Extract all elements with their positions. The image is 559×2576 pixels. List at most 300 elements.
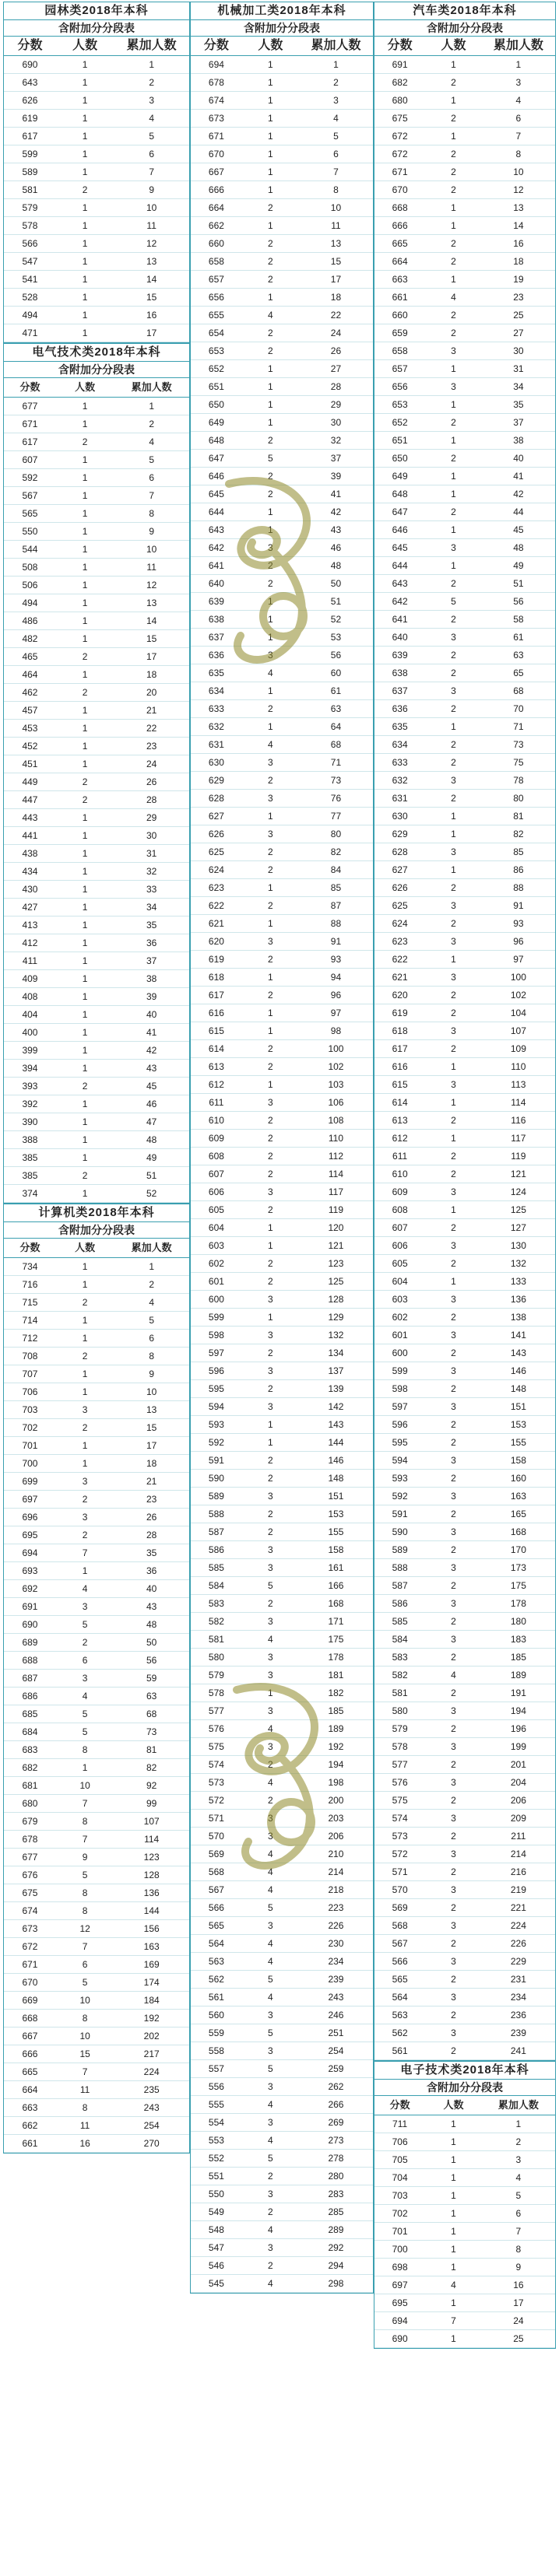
table-row <box>374 951 555 969</box>
table-cell: 2 <box>451 310 456 321</box>
table-cell: 3 <box>268 1365 273 1376</box>
table-cell: 9 <box>149 526 154 537</box>
table-cell: 127 <box>510 1222 526 1233</box>
table-cell: 594 <box>392 1455 408 1466</box>
table-row <box>4 1866 189 1884</box>
table-row <box>191 2203 373 2221</box>
table-cell: 4 <box>333 113 339 124</box>
table-row <box>374 1148 555 1165</box>
table-cell: 3 <box>451 542 456 553</box>
table-cell: 576 <box>392 1777 408 1788</box>
table-cell: 2 <box>268 238 273 249</box>
table-cell: 15 <box>330 256 342 267</box>
table-row <box>191 1774 373 1792</box>
table-cell: 554 <box>208 2117 224 2128</box>
table-cell: 6 <box>82 1959 88 1970</box>
table-cell: 646 <box>392 524 408 535</box>
table-row <box>191 92 373 110</box>
table-cell: 1 <box>268 381 273 392</box>
table-cell: 1 <box>268 113 273 124</box>
table-cell: 643 <box>392 578 408 589</box>
table-cell: 2 <box>82 1297 88 1308</box>
table-cell: 691 <box>392 59 408 70</box>
table-row <box>4 1884 189 1902</box>
table-cell: 623 <box>208 882 224 893</box>
table-cell: 5 <box>333 131 339 142</box>
table-cell: 2 <box>451 453 456 464</box>
table-cell: 1 <box>82 1762 88 1773</box>
table-cell: 385 <box>22 1170 38 1181</box>
table-cell: 132 <box>510 1258 526 1269</box>
table-row <box>4 1131 189 1149</box>
table-row <box>374 414 555 432</box>
table-cell: 2 <box>268 703 273 714</box>
table-cell: 43 <box>146 1063 157 1074</box>
table-cell: 563 <box>208 1956 224 1967</box>
table-row <box>4 541 189 559</box>
table-cell: 573 <box>392 1831 408 1842</box>
table-cell: 637 <box>392 685 408 696</box>
table-cell: 4 <box>268 2099 273 2110</box>
table-cell: 2 <box>268 471 273 482</box>
table-row <box>374 2205 555 2223</box>
table-cell: 565 <box>392 1974 408 1985</box>
table-cell: 2 <box>451 1759 456 1770</box>
column-right <box>374 2 556 2349</box>
table-cell: 2 <box>451 990 456 1001</box>
table-cell: 600 <box>208 1294 224 1305</box>
table-cell: 100 <box>510 972 526 983</box>
table-cell: 2 <box>333 77 339 88</box>
table-cell: 289 <box>328 2224 344 2235</box>
table-cell: 388 <box>22 1134 38 1145</box>
table-row <box>191 1917 373 1935</box>
table-row <box>191 2060 373 2078</box>
table-cell: 1 <box>82 1027 88 1038</box>
table-cell: 447 <box>22 794 38 805</box>
table-cell: 63 <box>330 703 342 714</box>
table-row <box>374 1040 555 1058</box>
table-cell: 139 <box>328 1383 344 1394</box>
table-cell: 2 <box>451 113 456 124</box>
table-cell: 4 <box>268 310 273 321</box>
table-cell: 104 <box>510 1008 526 1018</box>
table-cell: 582 <box>392 1670 408 1681</box>
table-cell: 4 <box>451 292 456 303</box>
table-cell: 285 <box>328 2206 344 2217</box>
table-cell: 16 <box>513 2280 524 2290</box>
column-header: 累加人数 <box>131 1242 172 1253</box>
table-row <box>4 1330 189 1348</box>
table-row <box>4 271 189 289</box>
table-cell: 280 <box>328 2171 344 2182</box>
table-row <box>4 145 189 163</box>
table-row <box>4 1383 189 1401</box>
table-cell: 3 <box>451 1598 456 1609</box>
table-row <box>191 1112 373 1130</box>
table-cell: 598 <box>208 1330 224 1341</box>
table-cell: 630 <box>208 757 224 768</box>
table-cell: 2 <box>451 1723 456 1734</box>
table-cell: 1 <box>268 220 273 231</box>
table-cell: 3 <box>268 757 273 768</box>
table-cell: 5 <box>451 596 456 607</box>
column-middle <box>190 2 374 2294</box>
table-cell: 641 <box>392 614 408 625</box>
table-cell: 1 <box>451 363 456 374</box>
table-cell: 178 <box>328 1652 344 1663</box>
table-cell: 96 <box>330 990 342 1001</box>
table-cell: 42 <box>330 506 342 517</box>
table-cell: 3 <box>451 900 456 911</box>
table-cell: 596 <box>208 1365 224 1376</box>
table-cell: 121 <box>328 1240 344 1251</box>
table-cell: 6 <box>149 472 154 483</box>
table-row <box>191 450 373 468</box>
score-tables-page <box>3 2 556 2574</box>
table-cell: 91 <box>513 900 524 911</box>
table-cell: 486 <box>22 615 38 626</box>
table-cell: 16 <box>146 310 157 321</box>
table-cell: 5 <box>149 131 154 142</box>
table-cell: 672 <box>392 131 408 142</box>
table-row <box>374 754 555 772</box>
table-row <box>374 1756 555 1774</box>
table-row <box>4 1276 189 1294</box>
table-row <box>4 2117 189 2135</box>
table-cell: 32 <box>146 866 157 877</box>
table-cell: 169 <box>143 1959 160 1970</box>
table-cell: 2 <box>268 1598 273 1609</box>
table-cell: 549 <box>208 2206 224 2217</box>
table-cell: 2 <box>451 1043 456 1054</box>
table-cell: 706 <box>392 2136 408 2147</box>
table-cell: 408 <box>22 991 38 1002</box>
table-cell: 117 <box>328 1186 344 1197</box>
table-cell: 3 <box>268 1741 273 1752</box>
table-cell: 8 <box>82 1887 88 1898</box>
table-cell: 2 <box>268 1061 273 1072</box>
table-cell: 2 <box>451 166 456 177</box>
table-cell: 541 <box>22 274 38 285</box>
table-cell: 619 <box>22 113 38 124</box>
table-row <box>374 843 555 861</box>
table-cell: 404 <box>22 1009 38 1020</box>
table-cell: 2 <box>451 918 456 929</box>
table-cell: 374 <box>22 1188 38 1199</box>
table-cell: 121 <box>510 1169 526 1179</box>
table-row <box>4 1580 189 1598</box>
table-header <box>4 37 189 56</box>
table-cell: 628 <box>392 846 408 857</box>
table-cell: 236 <box>510 2010 526 2020</box>
table-cell: 6 <box>149 149 154 159</box>
table-cell: 3 <box>451 1562 456 1573</box>
table-cell: 45 <box>146 1081 157 1092</box>
table-row <box>191 1577 373 1595</box>
table-row <box>374 468 555 485</box>
table-cell: 1 <box>451 2119 456 2129</box>
table-row <box>4 970 189 988</box>
table-cell: 4 <box>268 1956 273 1967</box>
table-row <box>191 825 373 843</box>
table-row <box>191 987 373 1004</box>
table-cell: 4 <box>515 95 522 106</box>
table-cell: 3 <box>451 1240 456 1251</box>
table-cell: 688 <box>22 1655 38 1666</box>
table-cell: 642 <box>392 596 408 607</box>
column-header: 分数 <box>203 39 229 52</box>
table-cell: 163 <box>143 1941 160 1952</box>
table-row <box>191 1971 373 1989</box>
table-cell: 645 <box>208 489 224 499</box>
table-cell: 14 <box>146 274 157 285</box>
table-row <box>191 1076 373 1094</box>
table-row <box>374 1505 555 1523</box>
table-cell: 151 <box>328 1491 344 1502</box>
table-cell: 4 <box>149 113 154 124</box>
table-cell: 3 <box>268 1616 273 1627</box>
table-cell: 98 <box>330 1025 342 1036</box>
table-row <box>191 414 373 432</box>
table-cell: 155 <box>510 1437 526 1448</box>
table-cell: 560 <box>208 2010 224 2020</box>
table-cell: 601 <box>208 1276 224 1287</box>
table-cell: 2 <box>451 328 456 338</box>
table-cell: 174 <box>143 1977 160 1988</box>
table-cell: 626 <box>208 829 224 839</box>
table-row <box>374 199 555 217</box>
table-row <box>374 933 555 951</box>
table-cell: 2 <box>268 900 273 911</box>
table-cell: 94 <box>330 972 342 983</box>
table-row <box>4 1902 189 1920</box>
table-cell: 605 <box>392 1258 408 1269</box>
table-cell: 3 <box>515 77 522 88</box>
table-row <box>4 881 189 899</box>
table-cell: 1 <box>451 2226 456 2237</box>
table-cell: 148 <box>510 1383 526 1394</box>
table-cell: 2 <box>268 328 273 338</box>
table-cell: 110 <box>511 1061 526 1072</box>
table-cell: 590 <box>392 1526 408 1537</box>
table-subtitle: 含附加分分段表 <box>374 2080 555 2096</box>
table-cell: 1 <box>451 2208 456 2219</box>
table-cell: 3 <box>451 1884 456 1895</box>
table-cell: 2 <box>451 1544 456 1555</box>
table-cell: 570 <box>392 1884 408 1895</box>
table-cell: 561 <box>208 1992 224 2003</box>
table-cell: 2 <box>82 776 88 787</box>
table-cell: 1 <box>268 149 273 159</box>
table-row <box>374 772 555 790</box>
table-cell: 1 <box>451 435 456 446</box>
table-cell: 2 <box>451 1169 456 1179</box>
table-row <box>191 2150 373 2168</box>
table-cell: 107 <box>510 1025 526 1036</box>
table-cell: 2 <box>451 650 456 661</box>
table-cell: 26 <box>146 776 157 787</box>
table-cell: 143 <box>510 1348 526 1358</box>
table-row <box>4 666 189 684</box>
table-row <box>374 2187 555 2205</box>
column-header: 人数 <box>443 2099 464 2111</box>
table-row <box>374 1881 555 1899</box>
table-cell: 10 <box>79 1780 90 1791</box>
table-row <box>374 110 555 128</box>
table-cell: 670 <box>208 149 224 159</box>
table-cell: 3 <box>268 1330 273 1341</box>
table-cell: 682 <box>392 77 408 88</box>
table-row <box>374 1971 555 1989</box>
table-cell: 230 <box>328 1938 344 1949</box>
table-header <box>4 378 189 398</box>
table-row <box>374 2133 555 2151</box>
table-cell: 1 <box>451 2190 456 2201</box>
table-cell: 617 <box>208 990 224 1001</box>
table-cell: 80 <box>330 829 342 839</box>
table-row <box>374 808 555 825</box>
table-row <box>4 1491 189 1509</box>
table-cell: 674 <box>208 95 224 106</box>
table-cell: 629 <box>392 829 408 839</box>
table-row <box>191 181 373 199</box>
table-cell: 716 <box>22 1279 38 1290</box>
table-row <box>4 1113 189 1131</box>
table-cell: 43 <box>330 524 342 535</box>
table-cell: 616 <box>208 1008 224 1018</box>
table-cell: 2 <box>451 1795 456 1806</box>
table-cell: 204 <box>510 1777 526 1788</box>
table-cell: 3 <box>451 1920 456 1931</box>
table-cell: 578 <box>392 1741 408 1752</box>
table-cell: 87 <box>330 900 342 911</box>
table-cell: 2 <box>451 1008 456 1018</box>
table-cell: 660 <box>392 310 408 321</box>
table-row <box>374 682 555 700</box>
table-cell: 1 <box>451 1097 456 1108</box>
table-cell: 672 <box>392 149 408 159</box>
table-cell: 671 <box>22 419 38 429</box>
table-row <box>4 1616 189 1634</box>
table-row <box>374 1774 555 1792</box>
table-cell: 194 <box>510 1705 526 1716</box>
table-cell: 619 <box>392 1008 408 1018</box>
table-row <box>4 1670 189 1688</box>
table-row <box>191 1201 373 1219</box>
table-cell: 17 <box>330 274 342 285</box>
table-cell: 34 <box>146 902 157 913</box>
table-cell: 2 <box>451 1688 456 1698</box>
table-cell: 648 <box>392 489 408 499</box>
table-row <box>4 577 189 594</box>
table-cell: 1 <box>451 399 456 410</box>
table-cell: 2 <box>451 1509 456 1519</box>
table-cell: 553 <box>208 2135 224 2146</box>
table-cell: 665 <box>392 238 408 249</box>
table-cell: 88 <box>513 882 524 893</box>
table-cell: 217 <box>143 2049 160 2059</box>
table-row <box>191 1953 373 1971</box>
table-cell: 1 <box>451 59 456 70</box>
table-row <box>374 1362 555 1380</box>
table-cell: 35 <box>146 1547 157 1558</box>
table-row <box>191 1255 373 1273</box>
table-row <box>374 1022 555 1040</box>
table-cell: 34 <box>513 381 524 392</box>
table-cell: 88 <box>330 918 342 929</box>
table-row <box>4 92 189 110</box>
table-cell: 575 <box>208 1741 224 1752</box>
table-cell: 191 <box>510 1688 526 1698</box>
table-cell: 584 <box>392 1634 408 1645</box>
table-cell: 246 <box>328 2010 344 2020</box>
table-cell: 674 <box>22 1905 38 1916</box>
table-cell: 2 <box>82 1494 88 1505</box>
table-cell: 2 <box>451 739 456 750</box>
table-cell: 3 <box>451 775 456 786</box>
table-cell: 576 <box>208 1723 224 1734</box>
table-cell: 652 <box>392 417 408 428</box>
table-cell: 3 <box>82 1512 88 1523</box>
table-cell: 559 <box>208 2028 224 2038</box>
table-cell: 578 <box>22 220 38 231</box>
table-cell: 2 <box>268 1115 273 1126</box>
column-header: 分数 <box>19 1242 40 1253</box>
table-row <box>374 1058 555 1076</box>
table-row <box>374 1792 555 1810</box>
table-cell: 589 <box>392 1544 408 1555</box>
table-cell: 8 <box>515 2244 522 2255</box>
table-cell: 605 <box>208 1204 224 1215</box>
table-row <box>191 1828 373 1845</box>
table-cell: 243 <box>143 2102 160 2113</box>
table-cell: 621 <box>392 972 408 983</box>
table-cell: 27 <box>330 363 342 374</box>
table-cell: 3 <box>451 2028 456 2038</box>
table-cell: 53 <box>330 632 342 643</box>
table-cell: 7 <box>82 1834 88 1845</box>
table-row <box>374 2151 555 2169</box>
table-cell: 2 <box>451 1831 456 1842</box>
table-row <box>374 647 555 664</box>
table-cell: 31 <box>146 848 157 859</box>
table-cell: 650 <box>208 399 224 410</box>
table-cell: 5 <box>268 2063 273 2074</box>
table-cell: 566 <box>22 238 38 249</box>
table-row <box>374 1201 555 1219</box>
table-row <box>374 1004 555 1022</box>
table-cell: 26 <box>330 345 342 356</box>
table-cell: 4 <box>268 668 273 678</box>
table-cell: 613 <box>392 1115 408 1126</box>
table-cell: 166 <box>328 1580 344 1591</box>
table-cell: 712 <box>22 1333 38 1344</box>
table-row <box>4 773 189 791</box>
table-row <box>191 485 373 503</box>
table-cell: 37 <box>330 453 342 464</box>
table-row <box>191 1631 373 1649</box>
table-cell: 103 <box>328 1079 344 1090</box>
table-cell: 1 <box>82 991 88 1002</box>
table-row <box>4 2081 189 2099</box>
table-row <box>191 1595 373 1613</box>
score-table <box>4 1203 189 2153</box>
table-cell: 2 <box>451 1938 456 1949</box>
table-cell: 2 <box>82 1081 88 1092</box>
table-row <box>191 754 373 772</box>
table-cell: 7 <box>333 166 339 177</box>
